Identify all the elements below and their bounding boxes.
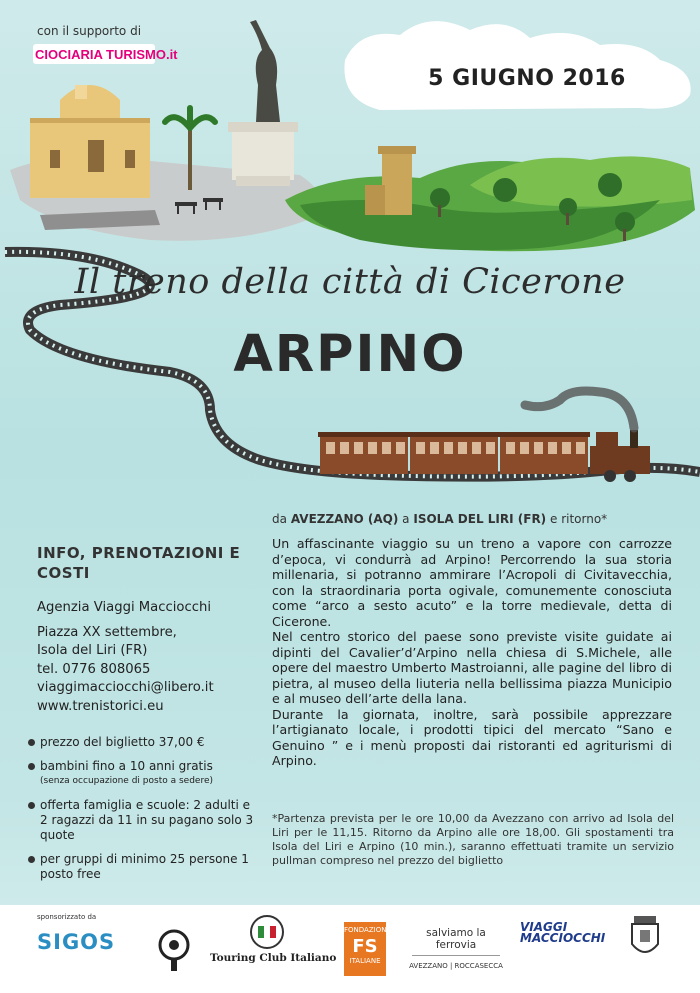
salviamo-la-ferrovia-logo[interactable] xyxy=(408,920,504,972)
price-item-text: prezzo del biglietto 37,00 € xyxy=(40,735,205,749)
fs-logo-line2: FS xyxy=(352,936,378,957)
footnote: *Partenza prevista per le ore 10,00 da Avezzano con arrivo ad Isola del Liri per le 11,15. Ritorno da Arpino alle ore 18,00. Gli spostamenti tra Isola del Liri e Arpino (10 min.), saranno effettuati tramite un servizio pullman compreso nel prezzo del biglietto xyxy=(272,812,674,867)
salviamo-subtitle: AVEZZANO | ROCCASECCA xyxy=(409,962,503,970)
description xyxy=(272,536,672,769)
route-from: AVEZZANO (AQ) xyxy=(290,512,399,526)
fondazione-fs-logo[interactable] xyxy=(344,922,391,976)
agency-address-1: Piazza XX settembre, xyxy=(37,624,177,640)
city-title: ARPINO xyxy=(233,325,467,384)
agency-address-2: Isola del Liri (FR) xyxy=(37,643,148,659)
price-item xyxy=(28,735,260,750)
description-paragraph-2: Nel centro storico del paese sono previste visite guidate ai dipinti del Cavalier’d’Arpino nella chiesa di S.Michele, alle opere del maestro Umberto Mastroianni, alle pagine del libro di pietra, al museo della liuteria nella bellissima piazza Municipio e al museo dell’arte della lana. xyxy=(272,629,672,706)
touring-club-label[interactable]: Touring Club Italiano xyxy=(210,952,337,964)
price-item xyxy=(28,759,260,789)
price-item-text: per gruppi di minimo 25 persone 1 posto free xyxy=(40,852,249,881)
main-title: Il treno della città di Cicerone xyxy=(74,262,626,302)
price-item-note: (senza occupazione di posto a sedere) xyxy=(40,776,213,786)
ciociaria-logo-text: CIOCIARIA TURISMO.it xyxy=(35,47,178,62)
agency-website[interactable]: www.trenistorici.eu xyxy=(37,698,164,714)
fs-logo-line1: FONDAZIONE xyxy=(344,926,391,934)
viaggi-macciocchi-logo[interactable] xyxy=(520,922,605,944)
price-item xyxy=(28,798,260,843)
salviamo-title: salviamo la ferrovia xyxy=(426,927,486,951)
fs-logo-line3: ITALIANE xyxy=(349,957,381,965)
macciocchi-line2: MACCIOCCHI xyxy=(520,931,606,945)
macciocchi-line1: VIAGGI xyxy=(520,920,568,934)
agency-block xyxy=(37,599,267,717)
route-line xyxy=(272,512,607,526)
ciociaria-turismo-logo[interactable] xyxy=(33,42,178,66)
event-date: 5 GIUGNO 2016 xyxy=(428,66,626,91)
route-from-prefix: da xyxy=(272,512,287,526)
price-item xyxy=(28,852,260,882)
agency-phone[interactable]: tel. 0776 808065 xyxy=(37,661,151,677)
description-paragraph-3: Durante la giornata, inoltre, sarà possibile apprezzare l’artigianato locale, i prodotti tipici del mercato “Sano e Genuino ” e i menù proposti dai ristoranti ed agriturismi di Arpino. xyxy=(272,706,672,768)
municipal-crest-icon[interactable] xyxy=(628,914,662,962)
sigos-logo[interactable]: SIGOS xyxy=(37,930,116,954)
sponsored-label: sponsorizzato da xyxy=(37,913,97,921)
price-item-text: bambini fino a 10 anni gratis xyxy=(40,759,213,773)
description-paragraph-1: Un affascinante viaggio su un treno a vapore con carrozze d’epoca, vi condurrà ad Arpino! Percorrendo la sua storia millenaria, si potranno ammirare l’Acropoli di Civitavecchia, con la straordinaria porta ogivale, comunemente conosciuta come “arco a sesto acuto” e la torre medievale, detta di Cicerone. xyxy=(272,536,672,629)
agency-email[interactable]: viaggimacciocchi@libero.it xyxy=(37,680,214,696)
route-to-prefix: a xyxy=(402,512,410,526)
info-heading: INFO, PRENOTAZIONI E COSTI xyxy=(37,544,241,582)
touring-club-emblem-icon[interactable] xyxy=(247,914,287,950)
association-logo-icon[interactable] xyxy=(150,915,198,975)
agency-name: Agenzia Viaggi Macciocchi xyxy=(37,600,212,615)
route-to: ISOLA DEL LIRI (FR) xyxy=(413,512,547,526)
price-list xyxy=(28,735,260,891)
support-label: con il supporto di xyxy=(37,24,142,38)
price-item-text: offerta famiglia e scuole: 2 adulti e 2 ragazzi da 11 in su pagano solo 3 quote xyxy=(40,798,254,842)
route-suffix: e ritorno* xyxy=(550,512,608,526)
